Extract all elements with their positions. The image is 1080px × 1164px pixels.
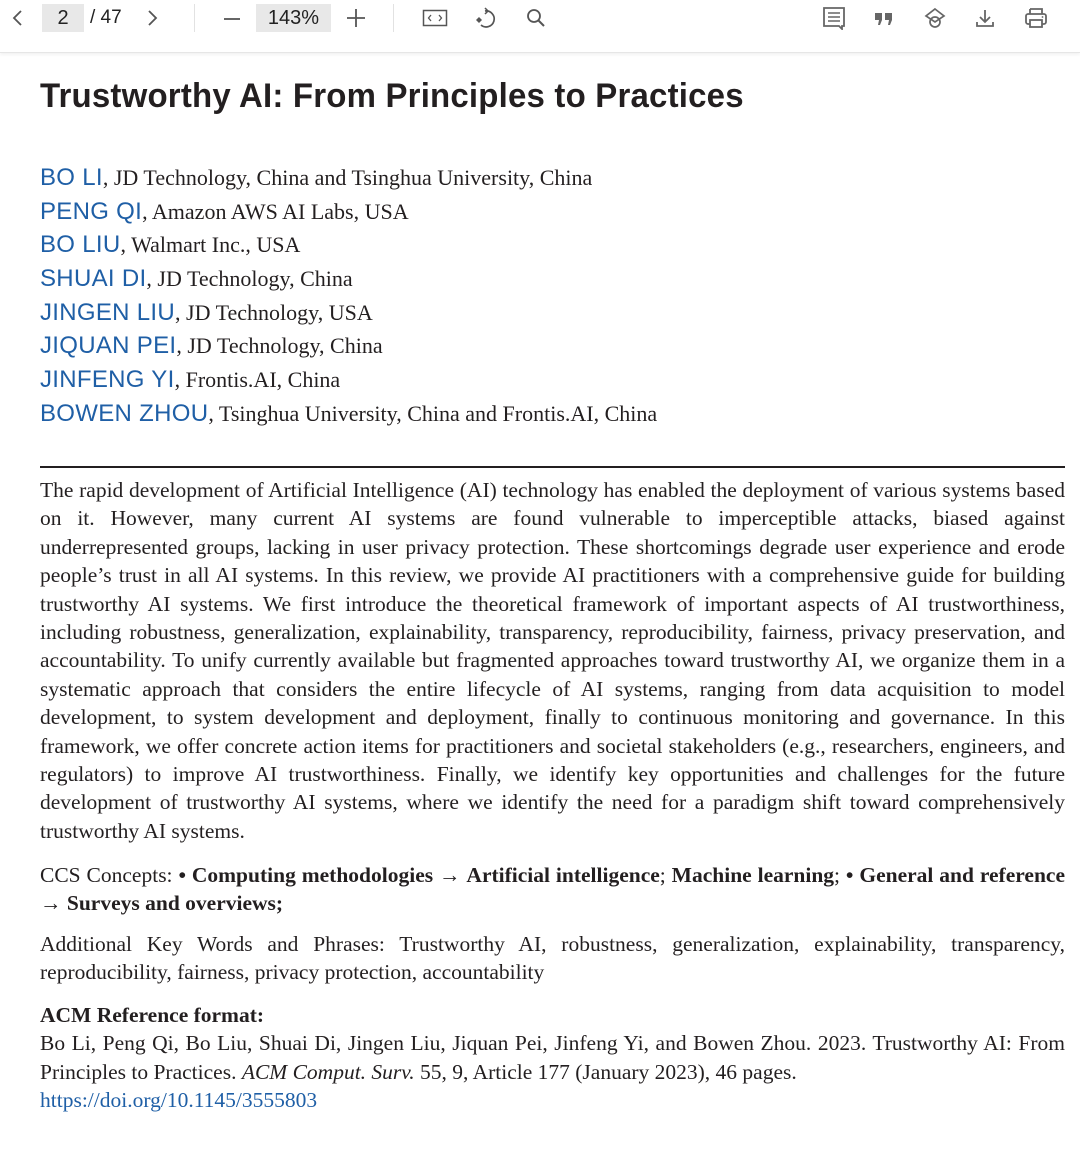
- quote-icon: [873, 7, 895, 29]
- author-entry: [40, 195, 657, 229]
- print-button[interactable]: [1022, 0, 1050, 36]
- toolbar-divider: [194, 4, 195, 32]
- download-button[interactable]: [971, 0, 999, 36]
- ccs-concept: General and reference: [859, 863, 1065, 887]
- author-affiliation: , Frontis.AI, China: [174, 367, 341, 393]
- author-entry: [40, 262, 657, 296]
- zoom-out-button[interactable]: [218, 0, 246, 36]
- author-entry: [40, 296, 657, 330]
- author-affiliation: , Walmart Inc., USA: [120, 232, 301, 258]
- chevron-right-icon: [141, 7, 163, 29]
- next-page-button[interactable]: [138, 0, 166, 36]
- author-name: PENG QI: [40, 197, 143, 225]
- journal-name: ACM Comput. Surv.: [241, 1059, 415, 1084]
- author-affiliation: , Amazon AWS AI Labs, USA: [142, 198, 409, 224]
- author-name: BO LI: [40, 164, 103, 191]
- plus-icon: [345, 7, 367, 29]
- ccs-bullet: •: [845, 863, 860, 887]
- reference-heading: ACM Reference format:: [40, 1003, 265, 1027]
- scholar-icon: [924, 7, 946, 29]
- rotate-button[interactable]: [472, 0, 500, 36]
- search-button[interactable]: [522, 0, 550, 36]
- fit-width-icon: [422, 7, 448, 29]
- fit-width-button[interactable]: [420, 0, 450, 36]
- author-entry: [40, 329, 657, 363]
- ccs-arrow: →: [433, 863, 467, 887]
- page-number-input[interactable]: 2: [42, 4, 84, 32]
- ccs-bullet: •: [178, 863, 192, 887]
- paper-title: Trustworthy AI: From Principles to Practices: [40, 77, 744, 115]
- author-list: [40, 161, 657, 431]
- chevron-left-icon: [7, 7, 29, 29]
- author-affiliation: , Tsinghua University, China and Frontis.AI, China: [208, 400, 658, 426]
- author-name: SHUAI DI: [40, 265, 147, 293]
- zoom-in-button[interactable]: [342, 0, 370, 36]
- toolbar-divider: [393, 4, 394, 32]
- author-entry: [40, 228, 657, 262]
- minus-icon: [221, 7, 243, 29]
- ccs-concept: Computing methodologies: [191, 863, 434, 887]
- author-name: BOWEN ZHOU: [40, 399, 209, 427]
- author-entry: [40, 363, 657, 397]
- author-name: BO LIU: [40, 231, 121, 259]
- ccs-concept: Artificial intelligence: [466, 863, 660, 887]
- zoom-level-input[interactable]: 143%: [256, 4, 331, 32]
- author-affiliation: , JD Technology, China: [176, 333, 383, 359]
- download-icon: [974, 7, 996, 29]
- author-name: JINFENG YI: [40, 366, 175, 394]
- acm-reference: [40, 1001, 1065, 1115]
- ccs-label: CCS Concepts:: [40, 863, 179, 887]
- author-name: JIQUAN PEI: [40, 332, 177, 360]
- rotate-icon: [475, 7, 497, 29]
- search-icon: [525, 7, 547, 29]
- keywords: Additional Key Words and Phrases: Trustworthy AI, robustness, generalization, explainability, transparency, reproducibility, fairness, privacy protection, accountability: [40, 932, 1065, 985]
- ccs-separator: ;: [659, 863, 672, 887]
- ccs-concept: Machine learning: [671, 863, 835, 887]
- author-affiliation: , JD Technology, China and Tsinghua University, China: [102, 165, 593, 190]
- author-entry: [40, 397, 657, 431]
- author-name: JINGEN LIU: [40, 298, 176, 326]
- abstract-text: The rapid development of Artificial Intelligence (AI) technology has enabled the deployment of various systems based on it. However, many current AI systems are found vulnerable to imperceptible attacks, biased against underrepresented groups, lacking in user privacy protection. These shortcomings degrade user experience and erode people’s trust in all AI systems. In this review, we provide AI practitioners with a comprehensive guide for building trustworthy AI systems. We first introduce the theoretical framework of important aspects of AI trustworthiness, including robustness, generalization, explainability, transparency, reproducibility, fairness, privacy preservation, and accountability. To unify currently available but fragmented approaches toward trustworthy AI, we organize them in a systematic approach that considers the entire lifecycle of AI systems, ranging from data acquisition to model development, to system development and deployment, finally to continuous monitoring and governance. In this framework, we offer concrete action items for practitioners and societal stakeholders (e.g., researchers, engineers, and regulators) to improve AI trustworthiness. Finally, we identify key opportunities and challenges for the future development of trustworthy AI systems, where we identify the need for a paradigm shift toward comprehensively trustworthy AI systems.: [40, 478, 1065, 843]
- ccs-separator: ;: [834, 863, 846, 887]
- author-entry: [40, 161, 657, 195]
- reference-text-details: 55, 9, Article 177 (January 2023), 46 pages.: [414, 1059, 797, 1084]
- author-affiliation: , JD Technology, USA: [175, 299, 373, 325]
- ccs-concepts: [40, 861, 1065, 918]
- author-affiliation: , JD Technology, China: [146, 266, 353, 292]
- comment-button[interactable]: [820, 0, 848, 36]
- ccs-concept: Surveys and overviews;: [66, 891, 284, 916]
- scholar-button[interactable]: [921, 0, 949, 36]
- comment-icon: [822, 6, 846, 30]
- prev-page-button[interactable]: [4, 0, 32, 36]
- ccs-arrow: →: [40, 891, 67, 916]
- doi-link[interactable]: https://doi.org/10.1145/3555803: [40, 1088, 318, 1113]
- pdf-toolbar: [0, 0, 1080, 53]
- horizontal-rule: [40, 466, 1065, 468]
- page-total: / 47: [90, 7, 122, 28]
- print-icon: [1024, 6, 1048, 30]
- reference-text: Bo Li, Peng Qi, Bo Liu, Shuai Di, Jingen Liu, Jiquan Pei, Jinfeng Yi, and Bowen Zhou. 2023. Trustworthy AI: From Principles to Practices.: [40, 1031, 1065, 1084]
- cite-button[interactable]: [870, 0, 898, 36]
